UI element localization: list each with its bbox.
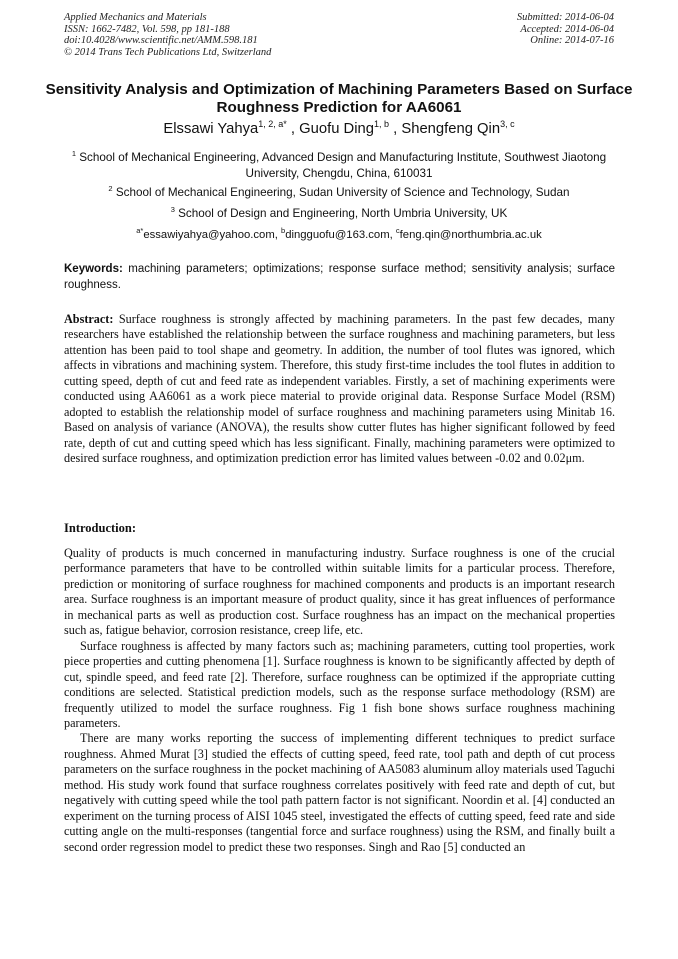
- email-sup: a*: [136, 226, 144, 235]
- author-separator: ,: [286, 121, 300, 137]
- email-sup: b: [281, 226, 286, 235]
- introduction-heading: Introduction:: [64, 521, 137, 535]
- body-paragraph: Surface roughness is affected by many factors such as; machining parameters, cutting tool properties, work piece properties and cutting phenomena [1]. Surface roughness is known to be significantly affected by depth of cut, spindle speed, and feed rate [2]. Therefore, surface roughness can be optimized if the appropriate cutting conditions are selected. Statistical prediction models, such as the response surface methodology (RSM) are frequently utilized to model the surface roughness. Fig 1 fish bone shows surface roughness machining parameters.: [64, 638, 615, 730]
- affiliation-sup: 1: [71, 149, 76, 158]
- journal-name: Applied Mechanics and Materials: [64, 12, 207, 23]
- paper-title: Sensitivity Analysis and Optimization of Machining Parameters Based on Surface Roughness Prediction for AA6061: [45, 81, 633, 116]
- affiliation-sup: 2: [108, 184, 113, 193]
- affiliation-1: [60, 150, 618, 181]
- journal-doi: doi:10.4028/www.scientific.net/AMM.598.181: [64, 35, 258, 47]
- body-paragraph: There are many works reporting the success of implementing different techniques to predict surface roughness. Ahmed Murat [3] studied the effects of cutting speed, feed rate, tool path and depth of cut process parameters on the surface roughness in the pocket machining of AA5083 aluminum alloy materials used Taguchi method. His study work found that surface roughness correlates positively with feed rate and depth of cut, but negatively with cutting speed while the tool path pattern factor is not significant. Noordin et al. [4] conducted an experiment on the turning process of AISI 1045 steel, investigated the effects of cutting speed, feed rate and side cutting angle on the multi-responses (tangential force and surface roughness) using the RSM, and finally built a second order regression model to predict these two responses. Singh and Rao [5] conducted an: [64, 731, 615, 854]
- keywords-text: machining parameters; optimizations; response surface method; sensitivity analysis; surface roughness.: [64, 263, 615, 291]
- author-separator: ,: [389, 121, 402, 137]
- email-sup: c: [395, 226, 400, 235]
- keywords-block: [64, 262, 615, 293]
- author-name: Elssawi Yahya: [163, 121, 259, 137]
- affiliation-text: School of Mechanical Engineering, Sudan University of Science and Technology, Sudan: [115, 186, 570, 199]
- body-paragraph: Quality of products is much concerned in manufacturing industry. Surface roughness is one of the crucial performance parameters that have to be controlled within suitable limits for a particular process. Therefore, prediction or monitoring of surface roughness for machined components and products is an important research area. Surface roughness is an important measure of product quality, since it has great influences of performance in mechanical parts as well as production cost. Surface roughness has an impact on the mechanical properties such as, fatigue behavior, corrosion resistance, creep life, etc.: [64, 546, 615, 638]
- author-list: [40, 120, 638, 138]
- affiliation-2: [60, 185, 618, 201]
- affiliation-text: School of Mechanical Engineering, Advanced Design and Manufacturing Institute, Southwest Jiaotong University, Chengdu, China, 610031: [79, 151, 607, 180]
- online-date: Online: 2014-07-16: [530, 35, 614, 47]
- email-text: essawiyahya@yahoo.com,: [143, 229, 282, 241]
- publication-dates: [517, 12, 614, 47]
- abstract-block: [64, 312, 615, 467]
- introduction-body: [64, 546, 615, 855]
- author-name: Guofu Ding: [299, 121, 374, 137]
- journal-copyright: © 2014 Trans Tech Publications Ltd, Switzerland: [64, 46, 272, 58]
- author-sup: 1, 2, a*: [258, 119, 287, 129]
- author-sup: 1, b: [373, 119, 389, 129]
- abstract-text: Surface roughness is strongly affected by machining parameters. In the past few decades, many researchers have established the relationship between the surface roughness and machining parameters, but less attention has been paid to tool shape and geometry. In addition, the number of tool flutes was ignored, which affects in vibrations and machining system. Therefore, this study first-time includes the tool flutes in addition to cutting speed, depth of cut and feed rate as independent variables. Firstly, a set of machining experiments were conducted using AA6061 as a work piece material to provide original data. Response Surface Model (RSM) adopted to establish the relationship model of surface roughness and machining parameters using Minitab 16. Based on analysis of variance (ANOVA), the results show cutter flutes has higher significant followed by feed rate, depth of cut and cutting speed which has less significant. Finally, machining parameters were optimized to desired surface roughness, and optimization prediction error has limited values between -0.02 and 0.02μm.: [64, 312, 615, 466]
- journal-issn: ISSN: 1662-7482, Vol. 598, pp 181-188: [64, 23, 230, 35]
- author-emails: [60, 228, 618, 242]
- keywords-label: Keywords:: [64, 263, 123, 275]
- affiliation-3: [60, 206, 618, 222]
- abstract-label: Abstract:: [64, 312, 114, 326]
- affiliation-text: School of Design and Engineering, North Umbria University, UK: [178, 207, 508, 220]
- author-sup: 3, c: [500, 119, 515, 129]
- submitted-date: Submitted: 2014-06-04: [516, 12, 614, 23]
- affiliation-sup: 3: [170, 205, 175, 214]
- email-text: feng.qin@northumbria.ac.uk: [399, 229, 542, 241]
- journal-info: [64, 12, 271, 58]
- accepted-date: Accepted: 2014-06-04: [520, 23, 614, 35]
- author-name: Shengfeng Qin: [401, 121, 501, 137]
- email-text: dingguofu@163.com,: [285, 229, 396, 241]
